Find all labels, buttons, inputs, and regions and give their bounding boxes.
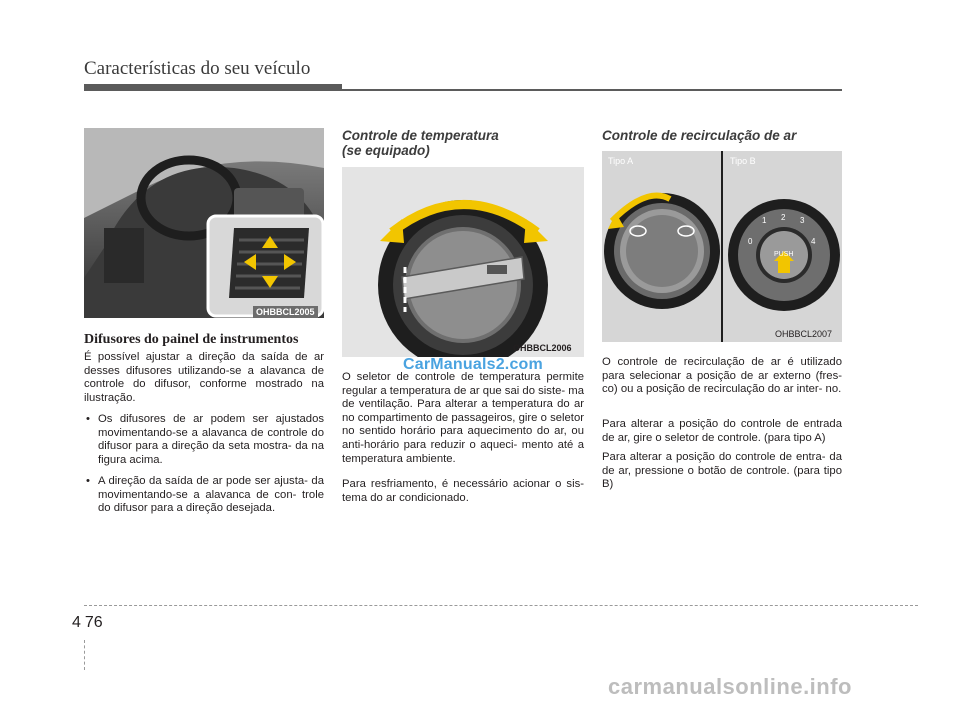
temperature-knob-illustration — [342, 167, 584, 357]
knob-b-number-4: 4 — [811, 237, 816, 246]
dashboard-vent-illustration — [84, 128, 324, 318]
vents-bullet-2: • A direção da saída de ar pode ser ajusta- da movimentando-se a alavanca de con- trole do difusor para a direção desejada. — [84, 475, 324, 516]
header-rule — [342, 89, 842, 91]
footer-vertical-dash — [84, 640, 85, 670]
image-code-2006: OHBBCL2006 — [513, 343, 572, 353]
knob-b-number-3: 3 — [800, 216, 805, 225]
vents-intro-text: É possível ajustar a direção da saída de ar desses difusores utilizando-se a alavanca de controle do difusor, conforme mostrado na ilustração. — [84, 351, 324, 404]
footer-site-watermark[interactable]: carmanualsonline.info — [608, 674, 852, 699]
temperature-paragraph-2: Para resfriamento, é necessário acionar o sis- tema do ar condicionado. — [342, 478, 584, 504]
tipo-b-label: Tipo B — [730, 156, 756, 166]
temperature-heading-line1: Controle de temperatura — [342, 128, 499, 143]
watermark-text: CarManuals2.com — [403, 356, 543, 373]
knob-b-number-0: 0 — [748, 237, 753, 246]
section-heading-vents: Difusores do painel de instrumentos — [84, 332, 299, 347]
page-index: 76 — [84, 614, 103, 631]
knob-b-push-label: PUSH — [774, 251, 794, 258]
tipo-a-label: Tipo A — [608, 156, 634, 166]
section-heading-recirculation: Controle de recirculação de ar — [602, 128, 797, 143]
section-heading-temperature — [342, 128, 582, 158]
recirculation-knobs-illustration — [602, 151, 842, 342]
footer-dashed-rule — [84, 605, 918, 606]
page-header-title: Características do seu veículo — [84, 58, 311, 79]
recirculation-paragraph-3: Para alterar a posição do controle de entra- da de ar, pressione o botão de controle. (para tipo B) — [602, 451, 842, 491]
temperature-paragraph-1: O seletor de controle de temperatura permite regular a temperatura de ar que sai do siste- ma de ventilação. Para alterar a temperatura do ar no compartimento de passageiros, gire o seletor no sentido horário para aquecimento do ar, ou anti-horário para reduzir o aqueci- mento até a temperatura ambiente. — [342, 371, 584, 465]
dashboard-vent-photo — [84, 128, 324, 318]
knob-b-number-1: 1 — [762, 216, 767, 225]
temperature-heading-line2: (se equipado) — [342, 143, 430, 158]
recirculation-paragraph-2: Para alterar a posição do controle de entrada de ar, gire o seletor de controle. (para tipo A) — [602, 418, 842, 444]
temperature-knob-photo — [342, 167, 584, 357]
vents-bullet-1: • Os difusores de ar podem ser ajustados movimentando-se a alavanca de controle do difusor para a direção da seta mostra- da na figura acima. — [84, 413, 324, 467]
page-chapter: 4 — [72, 614, 81, 631]
recirculation-knobs-photo — [602, 151, 842, 342]
page-number — [72, 614, 103, 632]
recirculation-paragraph-1: O controle de recirculação de ar é utilizado para selecionar a posição de ar externo (fres- co) ou a posição de recirculação do ar inter- no. — [602, 356, 842, 396]
knob-b-number-2: 2 — [781, 213, 786, 222]
header-accent-bar — [84, 84, 342, 91]
image-code-2007: OHBBCL2007 — [775, 329, 833, 339]
image-code-2005: OHBBCL2005 — [253, 306, 318, 318]
